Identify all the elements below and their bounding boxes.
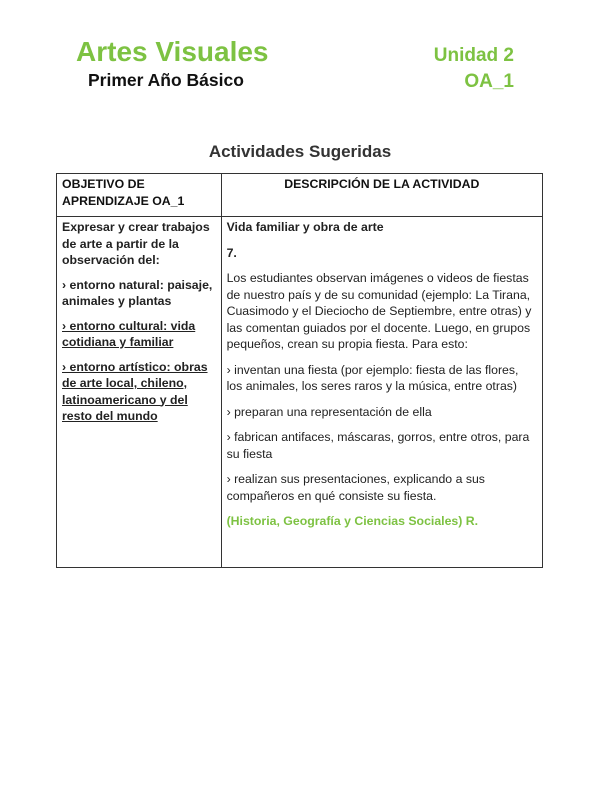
activity-step: › fabrican antifaces, máscaras, gorros, entre otros, para su fiesta: [226, 430, 530, 461]
objective-intro: Expresar y crear trabajos de arte a partir de la observación del:: [62, 220, 210, 267]
objective-cell: [57, 217, 222, 568]
objective-column-header: OBJETIVO DE APRENDIZAJE OA_1: [57, 174, 222, 217]
activity-table: [56, 173, 543, 568]
subject-link: (Historia, Geografía y Ciencias Sociales) R.: [226, 514, 479, 528]
activity-step: › realizan sus presentaciones, explicando a sus compañeros en qué consiste su fiesta.: [226, 472, 485, 503]
objective-item-artistic: › entorno artístico: obras de arte local, chileno, latinoamericano y del resto del mundo: [62, 359, 208, 423]
header-left: [76, 36, 269, 91]
activity-step: › inventan una fiesta (por ejemplo: fiesta de las flores, los animales, los seres raros y la música, entre otras): [226, 362, 519, 393]
oa-label: OA_1: [464, 71, 514, 92]
activity-number: 7.: [226, 245, 237, 260]
section-title: Actividades Sugeridas: [208, 142, 392, 161]
activity-description: Los estudiantes observan imágenes o videos de fiestas de nuestro país y de su comunidad (ejemplo: La Tirana, Cuasimodo y el Dieciocho de Septiembre, entre otras) y las comentan guiados por el docente. Luego, en grupos pequeños, crean su propia fiesta. Para esto:: [226, 271, 532, 351]
activity-cell: [221, 217, 542, 568]
objective-item-natural: › entorno natural: paisaje, animales y plantas: [62, 277, 213, 308]
objective-item-cultural: › entorno cultural: vida cotidiana y familiar: [62, 318, 196, 349]
document-subtitle: Primer Año Básico: [88, 70, 244, 90]
description-column-header: DESCRIPCIÓN DE LA ACTIVIDAD: [221, 174, 542, 217]
document-title: Artes Visuales: [76, 36, 269, 67]
table-body-row: [57, 217, 543, 568]
activity-title: Vida familiar y obra de arte: [226, 220, 384, 234]
unit-label: Unidad 2: [433, 45, 514, 66]
table-header-row: [57, 174, 543, 217]
header-right: [434, 44, 514, 94]
activity-step: › preparan una representación de ella: [226, 404, 432, 419]
